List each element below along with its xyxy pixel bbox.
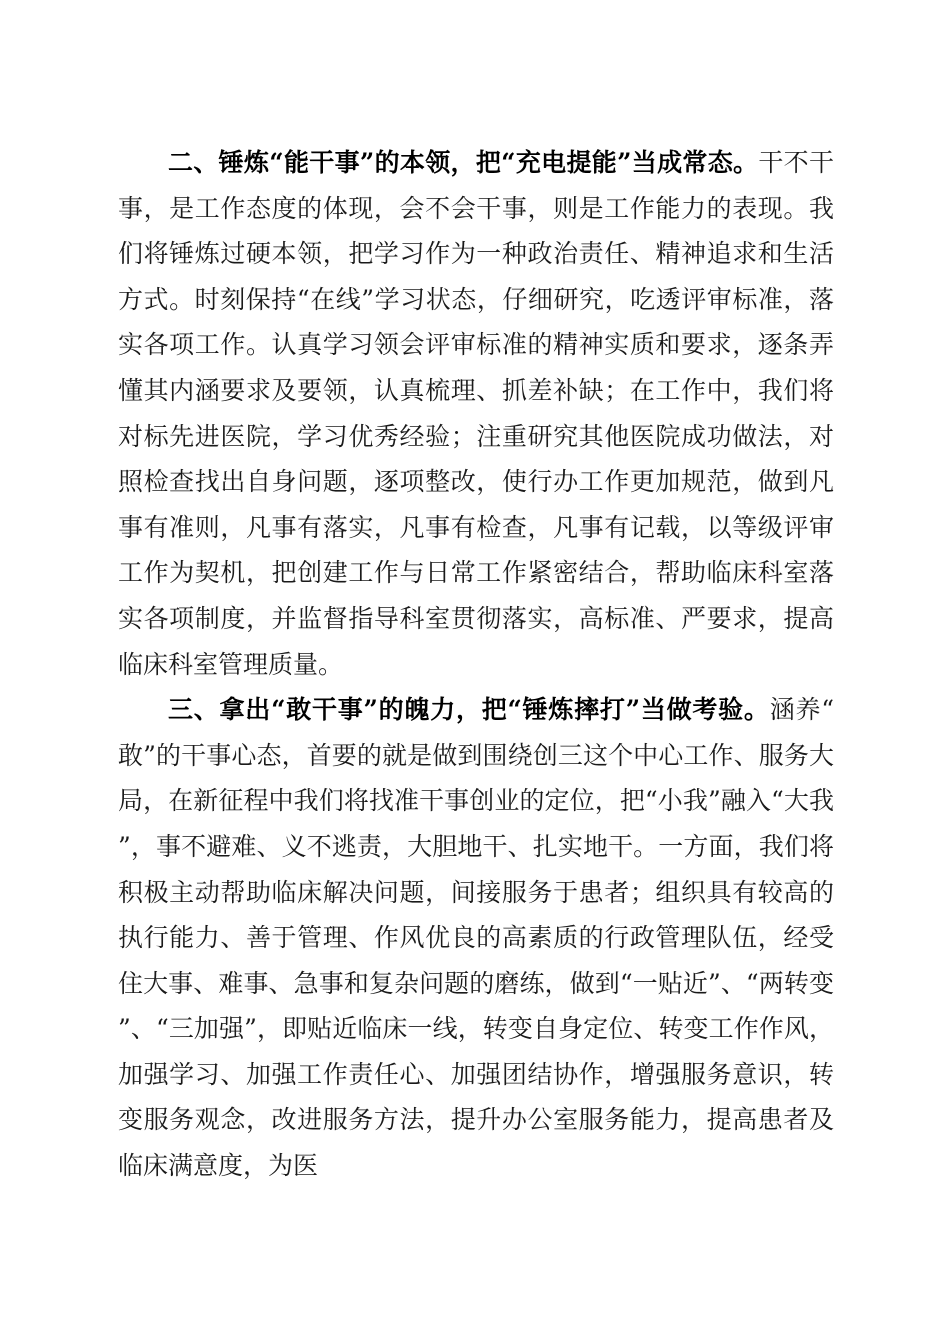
paragraph-text-section-two: 干不干事，是工作态度的体现，会不会干事，则是工作能力的表现。我们将锤炼过硬本领，把学习作为一种政治责任、精神追求和生活方式。时刻保持“在线”学习状态，仔细研究，吃透评审标准，落实各项工作。认真学习领会评审标准的精神实质和要求，逐条弄懂其内涵要求及要领，认真梳理、抓差补缺；在工作中，我们将对标先进医院，学习优秀经验；注重研究其他医院成功做法，对照检查找出自身问题，逐项整改，使行办工作更加规范，做到凡事有准则，凡事有落实，凡事有检查，凡事有记载，以等级评审工作为契机，把创建工作与日常工作紧密结合，帮助临床科室落实各项制度，并监督指导科室贯彻落实，高标准、严要求，提高临床科室管理质量。 bbox=[118, 148, 834, 679]
paragraph-heading-section-three: 三、拿出“敢干事”的魄力，把“锤炼摔打”当做考验。 bbox=[168, 695, 770, 725]
paragraph-heading-section-two: 二、锤炼“能干事”的本领，把“充电提能”当成常态。 bbox=[168, 148, 759, 177]
paragraph-section-three bbox=[118, 687, 834, 1189]
paragraph-text-section-three: 涵养“敢”的干事心态，首要的就是做到围绕创三这个中心工作、服务大局，在新征程中我们将找准干事创业的定位，把“小我”融入“大我”，事不避难、义不逃责，大胆地干、扎实地干。一方面，我们将积极主动帮助临床解决问题，间接服务于患者；组织具有较高的执行能力、善于管理、作风优良的高素质的行政管理队伍，经受住大事、难事、急事和复杂问题的磨练，做到“一贴近”、“两转变”、“三加强”，即贴近临床一线，转变自身定位、转变工作作风，加强学习、加强工作责任心、加强团结协作，增强服务意识，转变服务观念，改进服务方法，提升办公室服务能力，提高患者及临床满意度，为医 bbox=[118, 695, 835, 1181]
document-body bbox=[118, 140, 834, 1189]
paragraph-section-two bbox=[118, 140, 834, 687]
